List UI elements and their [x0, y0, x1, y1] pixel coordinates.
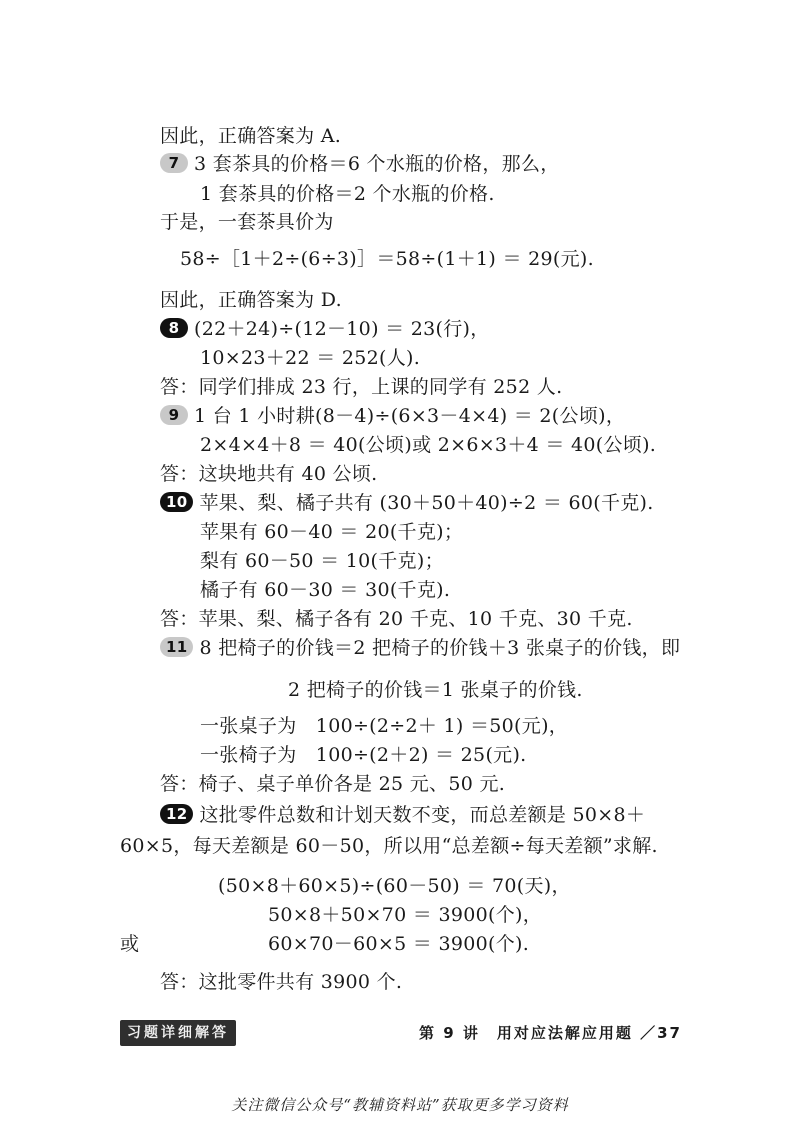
- equation-line: 橘子有 60－30 ＝ 30(千克).: [200, 579, 451, 601]
- answer-line: 答：这批零件共有 3900 个.: [160, 971, 403, 993]
- answer-line: 答：椅子、桌子单价各是 25 元、50 元.: [160, 773, 506, 795]
- problem-11: [160, 635, 680, 661]
- answer-line: 答：苹果、梨、橘子各有 20 千克、10 千克、30 千克.: [160, 608, 633, 630]
- problem-8: [160, 316, 490, 342]
- problem-number-badge: 7: [160, 153, 188, 173]
- problem-number-badge: 11: [160, 637, 193, 657]
- equation-line: 苹果有 60－40 ＝ 20(千克)；: [200, 521, 464, 543]
- solution-line: 1 套茶具的价格＝2 个水瓶的价格.: [200, 183, 495, 205]
- problem-number-badge: 8: [160, 318, 188, 338]
- solution-line: 于是，一套茶具价为: [160, 211, 334, 233]
- equation-line: 60×70－60×5 ＝ 3900(个).: [268, 933, 530, 955]
- equation-line: 58÷［1＋2÷(6÷3)］＝58÷(1＋1) ＝ 29(元).: [180, 248, 594, 270]
- solution-line: 这批零件总数和计划天数不变，而总差额是 50×8＋: [199, 804, 646, 826]
- problem-7: [160, 151, 560, 177]
- answer-line: 答：这块地共有 40 公顷.: [160, 463, 378, 485]
- equation-line: (22＋24)÷(12－10) ＝ 23(行)，: [194, 318, 490, 340]
- answer-line: 答：同学们排成 23 行，上课的同学有 252 人.: [160, 376, 563, 398]
- or-label: 或: [120, 933, 140, 955]
- watermark-text: 关注微信公众号“教辅资料站”获取更多学习资料: [231, 1096, 569, 1114]
- equation-line: 2 把椅子的价钱＝1 张桌子的价钱.: [288, 679, 583, 701]
- problem-12: [160, 802, 645, 828]
- solution-line: 因此，正确答案为 A.: [160, 125, 342, 147]
- equation-line: 梨有 60－50 ＝ 10(千克)；: [200, 550, 444, 572]
- problem-9: [160, 403, 625, 429]
- solution-line: 60×5，每天差额是 60－50，所以用“总差额÷每天差额”求解.: [120, 835, 658, 857]
- problem-number-badge: 12: [160, 804, 193, 824]
- section-label: 习题详细解答: [120, 1020, 236, 1046]
- equation-line: 一张桌子为 100÷(2÷2＋ 1) ＝50(元)，: [200, 715, 569, 737]
- equation-line: 一张椅子为 100÷(2＋2) ＝ 25(元).: [200, 744, 527, 766]
- equation-line: 苹果、梨、橘子共有 (30＋50＋40)÷2 ＝ 60(千克).: [199, 492, 654, 514]
- equation-line: 2×4×4＋8 ＝ 40(公顷)或 2×6×3＋4 ＝ 40(公顷).: [200, 434, 657, 456]
- equation-line: (50×8＋60×5)÷(60－50) ＝ 70(天)，: [218, 875, 571, 897]
- chapter-page-number: 第 9 讲 用对应法解应用题 ／37: [419, 1024, 682, 1042]
- problem-number-badge: 10: [160, 492, 193, 512]
- equation-line: 50×8＋50×70 ＝ 3900(个)，: [268, 904, 543, 926]
- problem-number-badge: 9: [160, 405, 188, 425]
- solution-line: 因此，正确答案为 D.: [160, 289, 342, 311]
- problem-10: [160, 490, 654, 516]
- equation-line: 1 台 1 小时耕(8－4)÷(6×3－4×4) ＝ 2(公顷)，: [194, 405, 626, 427]
- equation-line: 10×23＋22 ＝ 252(人).: [200, 347, 421, 369]
- solution-line: 3 套茶具的价格＝6 个水瓶的价格，那么，: [194, 153, 560, 175]
- solution-line: 8 把椅子的价钱＝2 把椅子的价钱＋3 张桌子的价钱，即: [199, 637, 681, 659]
